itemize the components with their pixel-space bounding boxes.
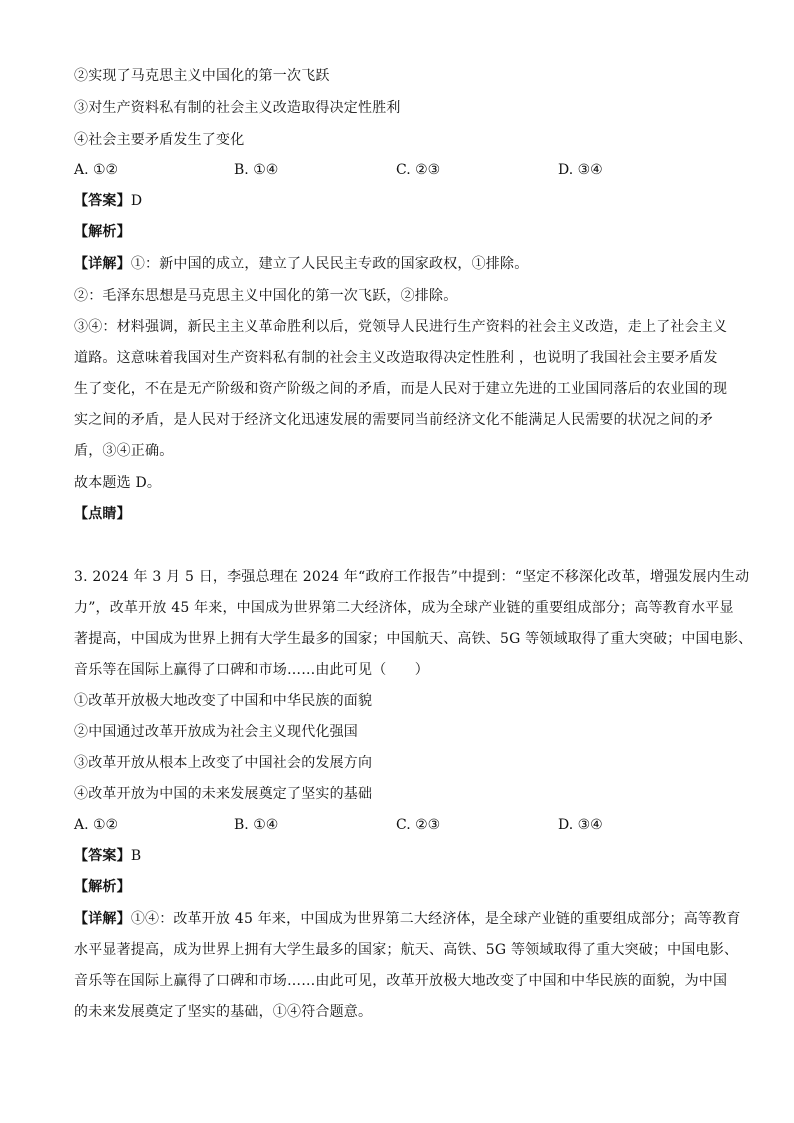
q3-option-1: ①改革开放极大地改变了中国和中华民族的面貌 — [74, 693, 373, 709]
q2-comment-heading — [74, 504, 131, 524]
q3-analysis-label: 【解析】 — [74, 879, 131, 895]
q3-option-2: ②中国通过改革开放成为社会主义现代化强国 — [74, 724, 358, 740]
q3-choice-c: C. ②③ — [396, 817, 441, 833]
q3-analysis-heading — [74, 877, 131, 897]
q3-detail-text: ①④：改革开放 45 年来，中国成为世界第二大经济体，是全球产业链的重要组成部分；高等教育 — [130, 911, 741, 927]
q2-detail-text: ①：新中国的成立，建立了人民民主专政的国家政权，①排除。 — [130, 256, 529, 272]
q3-stem-line: 力”，改革开放 45 年来，中国成为世界第二大经济体，成为全球产业链的重要组成部分；高等教育水平显 — [74, 600, 734, 616]
q3-stem-line: 著提高，中国成为世界上拥有大学生最多的国家；中国航天、高铁、5G 等领域取得了重大突破；中国电影、 — [74, 631, 753, 647]
q2-conclusion: 故本题选 D。 — [74, 475, 162, 491]
q2-answer-value: D — [130, 193, 143, 209]
q3-choice-d: D. ③④ — [558, 817, 603, 833]
q2-detail-line — [74, 254, 528, 274]
q2-option-4: ④社会主要矛盾发生了变化 — [74, 132, 245, 148]
q2-comment-label: 【点睛】 — [74, 506, 131, 522]
q3-choice-a: A. ①② — [74, 817, 119, 833]
q3-answer — [74, 846, 141, 866]
q2-detail-label: 【详解】 — [74, 256, 131, 272]
q2-choice-d: D. ③④ — [558, 162, 603, 178]
q3-stem-line: 音乐等在国际上赢得了口碑和市场……由此可见（ ） — [74, 662, 429, 678]
q3-option-4: ④改革开放为中国的未来发展奠定了坚实的基础 — [74, 786, 373, 802]
q2-detail-line: 实之间的矛盾，是人民对于经济文化迅速发展的需要同当前经济文化不能满足人民需要的状况之间的矛 — [74, 412, 713, 428]
q2-choice-b: B. ①④ — [234, 162, 279, 178]
q3-answer-label: 【答案】 — [74, 848, 131, 864]
q2-detail-line: 道路。这意味着我国对生产资料私有制的社会主义改造取得决定性胜利 ，也说明了我国社会主要矛盾发 — [74, 350, 718, 366]
q3-detail-line — [74, 909, 741, 929]
q3-option-3: ③改革开放从根本上改变了中国社会的发展方向 — [74, 755, 373, 771]
q2-analysis-label: 【解析】 — [74, 224, 131, 240]
q2-detail-line: 盾，③④正确。 — [74, 443, 174, 459]
q2-answer-label: 【答案】 — [74, 193, 131, 209]
q2-choice-c: C. ②③ — [396, 162, 441, 178]
q2-option-3: ③对生产资料私有制的社会主义改造取得决定性胜利 — [74, 100, 401, 116]
q3-detail-label: 【详解】 — [74, 911, 131, 927]
q2-analysis-heading — [74, 222, 131, 242]
q2-detail-line: 生了变化，不在是无产阶级和资产阶级之间的矛盾，而是人民对于建立先进的工业国同落后的农业国的现 — [74, 381, 728, 397]
q2-detail-line: ②：毛泽东思想是马克思主义中国化的第一次飞跃，②排除。 — [74, 288, 458, 304]
q3-answer-value: B — [130, 848, 142, 864]
q2-answer — [74, 191, 142, 211]
q2-detail-line: ③④：材料强调，新民主主义革命胜利以后，党领导人民进行生产资料的社会主义改造，走上了社会主义 — [74, 319, 728, 335]
q3-detail-line: 的未来发展奠定了坚实的基础，①④符合题意。 — [74, 1004, 373, 1020]
q3-choice-b: B. ①④ — [234, 817, 279, 833]
q3-detail-line: 水平显著提高，成为世界上拥有大学生最多的国家；航天、高铁、5G 等领域取得了重大突破；中国电影、 — [74, 942, 739, 958]
q3-detail-line: 音乐等在国际上赢得了口碑和市场……由此可见，改革开放极大地改变了中国和中华民族的面貌，为中国 — [74, 973, 728, 989]
q2-choice-a: A. ①② — [74, 162, 119, 178]
q3-stem-line: 3. 2024 年 3 月 5 日，李强总理在 2024 年“政府工作报告”中提到：“坚定不移深化改革，增强发展内生动 — [74, 569, 750, 585]
q2-option-2: ②实现了马克思主义中国化的第一次飞跃 — [74, 68, 330, 84]
